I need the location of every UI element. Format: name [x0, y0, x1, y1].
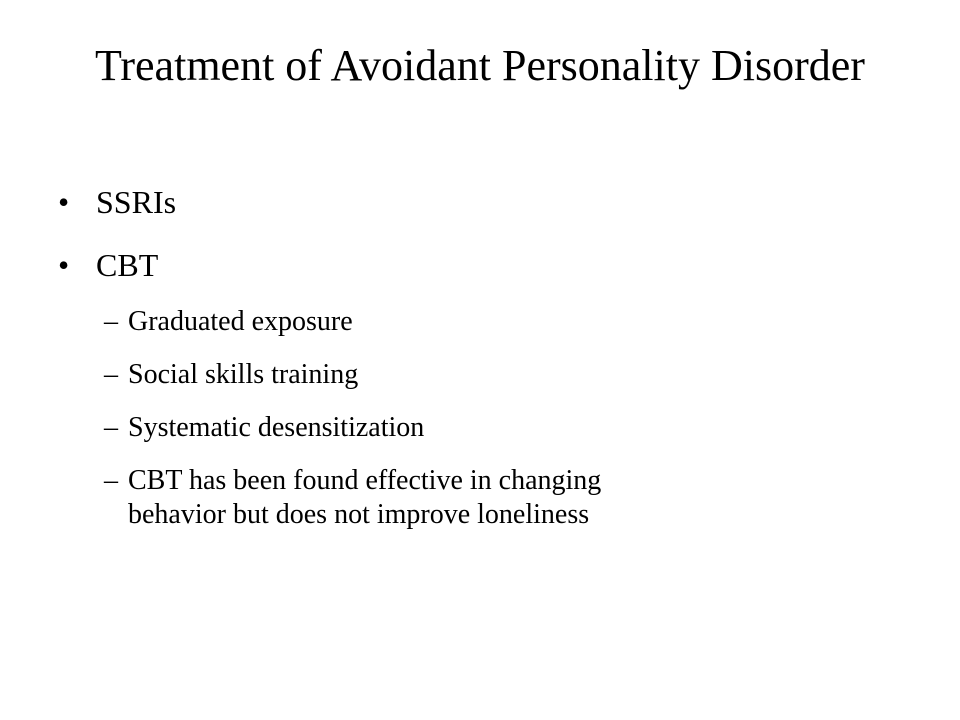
slide-title: Treatment of Avoidant Personality Disorder [95, 41, 865, 90]
sub-item-cbt-effectiveness [104, 464, 602, 532]
sub-item-text: Social skills training [128, 359, 359, 390]
dash-mark: – [104, 306, 118, 337]
bullet-mark: • [58, 247, 70, 283]
sub-item-social-skills [104, 358, 359, 392]
sub-item-text-line-2: behavior but does not improve loneliness [128, 499, 590, 530]
bullet-mark: • [58, 184, 70, 220]
sub-item-desensitization [104, 411, 425, 445]
bullet-item-cbt [58, 245, 158, 285]
dash-mark: – [104, 465, 118, 496]
sub-item-text: Graduated exposure [128, 306, 353, 337]
dash-mark: – [104, 412, 118, 443]
bullet-item-ssris [58, 182, 176, 222]
sub-item-text-line-1: CBT has been found effective in changing [128, 465, 602, 496]
sub-item-text: Systematic desensitization [128, 412, 425, 443]
bullet-text: SSRIs [96, 184, 177, 220]
bullet-text: CBT [96, 247, 159, 283]
sub-item-graduated-exposure [104, 305, 353, 339]
dash-mark: – [104, 359, 118, 390]
